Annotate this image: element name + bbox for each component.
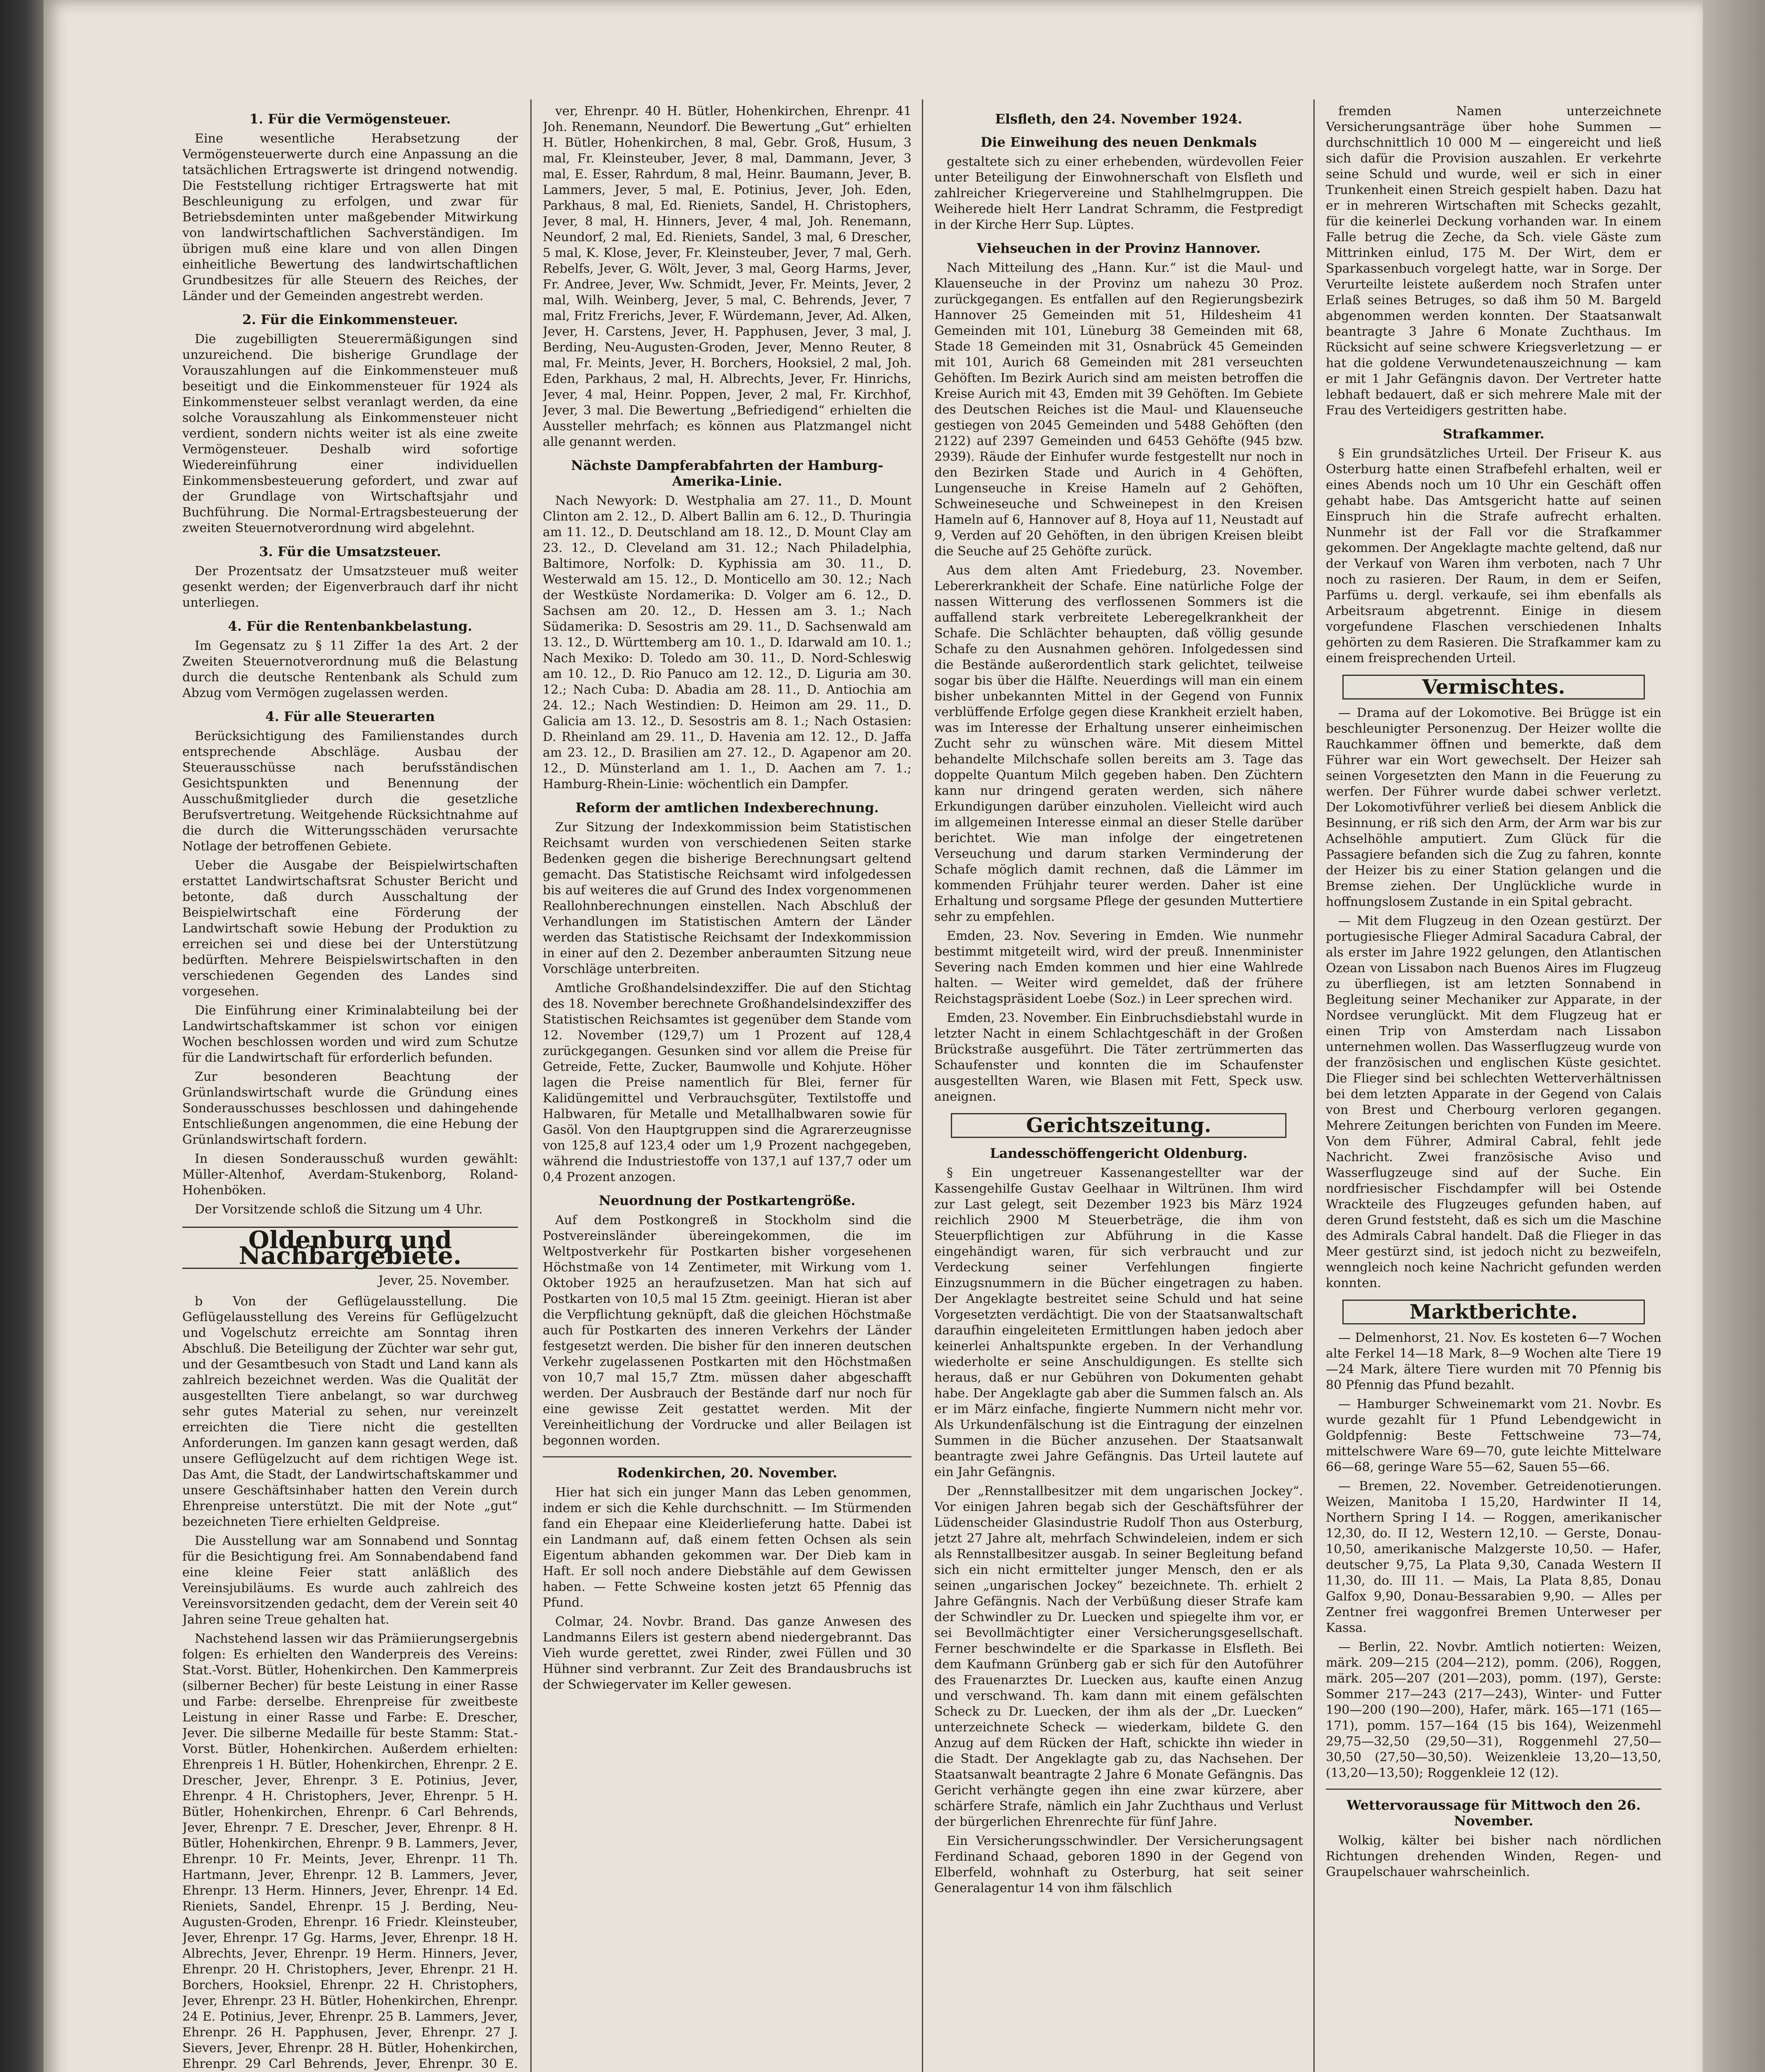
paragraph: — Bremen, 22. November. Getreidenotierungen. Weizen, Manitoba I 15,20, Hardwinter II 14, Northern Spring I 14. — Roggen, amerikanischer 12,30, do. II 12, Western 12,10. — Gerste, Donau- 10,50, amerikanische Malzgerste 10,50. — Hafer, deutscher 9,75, La Plata 9,30, Canada Western II 11,30, do. III 11. — Mais, La Plata 8,85, Donau Galfox 9,90, Donau-Bessarabien 9,90. — Alles per Zentner frei waggonfrei Bremen Unterweser per Kassa. xyxy=(1326,1479,1661,1635)
regional-section-title: Oldenburg und Nachbargebiete. xyxy=(182,1227,518,1269)
paragraph: fremden Namen unterzeichnete Versicherungsanträge über hohe Summen — durchschnittlich 10 000 M — eingereicht und ließ sich dafür die Provision auszahlen. Er verkehrte seine Schuld und wurde, weil er sich in einer Trunkenheit einen Streich gespielt haben. Dazu hat er in mehreren Wirtschaften mit Schecks gezahlt, für die keinerlei Deckung vorhanden war. In einem Falle betrug die Zeche, da Sch. viele Gäste zum Mittrinken einlud, 175 M. Der Wirt, dem er Sparkassenbuch vorgelegt hatte, war in Sorge. Der Verurteilte leistete außerdem noch Strafen unter Erlaß seines Betruges, so daß ihm 50 M. Bargeld abgenommen werden konnten. Der Staatsanwalt beantragte 3 Jahre 6 Monate Zuchthaus. Im Rücksicht auf seine schwere Kriegsverletzung — er hat die goldene Verwundetenauszeichnung — kam er mit 1 Jahr Gefängnis davon. Der Vertreter hatte lebhaft bedauert, daß er sich mehrere Male mit der Frau des Verteidigers gestritten habe. xyxy=(1326,104,1661,418)
paragraph: § Ein ungetreuer Kassenangestellter war der Kassengehilfe Gustav Geelhaar in Wiltrünen. Ihm wird zur Last gelegt, seit Dezember 1923 bis März 1924 reichlich 2900 M Steuerbeträge, die ihm von Steuerpflichtigen zur Abführung in die Kasse eingehändigt waren, für sich verbraucht und zur Verdeckung seiner Verfehlungen fingierte Einzugsnummern in die Bücher eingetragen zu haben. Der Angeklagte bestreitet seine Schuld und hat seine Vorgesetzten verdächtigt. Die von der Staatsanwaltschaft daraufhin eingeleiteten Ermittlungen haben jedoch aber keinerlei Anhaltspunkte ergeben. In der Verhandlung wiederholte er seine Anschuldigungen. Es stellte sich heraus, daß er nur Gebühren von Dokumenten gehabt habe. Der Angeklagte gab aber die Summen falsch an. Als er im März einfache, fingierte Nummern nicht mehr vor. Als Urkundenfälschung ist die Eintragung der einzelnen Summen in die Bücher anzusehen. Der Staatsanwalt beantragte zwei Jahre Gefängnis. Das Urteil lautete auf ein Jahr Gefängnis. xyxy=(934,1166,1303,1479)
section-heading: Strafkammer. xyxy=(1443,426,1545,442)
paragraph: Emden, 23. November. Ein Einbruchsdiebstahl wurde in letzter Nacht in einem Schlachtgeschäft in der Großen Brückstraße ausgeführt. Die Täter zertrümmerten das Schaufenster und konnten die im Schaufenster ausgestellten Waren, wie Blasen mit Fett, Speck usw. aneignen. xyxy=(934,1011,1303,1104)
column-rule xyxy=(530,99,532,2072)
paragraph: § Ein grundsätzliches Urteil. Der Friseur K. aus Osterburg hatte einen Strafbefehl erhalten, weil er eines Abends noch um 10 Uhr ein Geschäft offen gehabt habe. Das Amtsgericht hatte auf seinen Einspruch hin die Strafe aufrecht erhalten. Nunmehr ist der Fall vor die Strafkammer gekommen. Der Angeklagte machte geltend, daß nur der Verkauf von Waren ihm verboten, nach 7 Uhr noch zu rasieren. Der Raum, in dem er Seifen, Parfüms u. dergl. verkaufe, sei ihm ebenfalls als Arbeitsraum abgetrennt. Einige in diesem vorgefundene Flaschen verschiedenen Inhalts gehörten zu dem Rasieren. Die Strafkammer kam zu einem freisprechenden Urteil. xyxy=(1326,446,1661,666)
paragraph: Nachstehend lassen wir das Prämiierungsergebnis folgen: Es erhielten den Wanderpreis des Vereins: Stat.-Vorst. Bütler, Hohenkirchen. Den Kammerpreis (silberner Becher) für beste Leistung in einer Rasse und Farbe: derselbe. Ehrenpreise für zweitbeste Leistung in einer Rasse und Farbe: E. Drescher, Jever. Die silberne Medaille für beste Stamm: Stat.-Vorst. Bütler, Hohenkirchen. Außerdem erhielten: Ehrenpreis 1 H. Bütler, Hohenkirchen, Ehrenpr. 2 E. Drescher, Jever, Ehrenpr. 3 E. Potinius, Jever, Ehrenpr. 4 H. Christophers, Jever, Ehrenpr. 5 H. Bütler, Hohenkirchen, Ehrenpr. 6 Carl Behrends, Jever, Ehrenpr. 7 E. Drescher, Jever, Ehrenpr. 8 H. Bütler, Hohenkirchen, Ehrenpr. 9 B. Lammers, Jever, Ehrenpr. 10 Fr. Meints, Jever, Ehrenpr. 11 Th. Hartmann, Jever, Ehrenpr. 12 B. Lammers, Jever, Ehrenpr. 13 Herm. Hinners, Jever, Ehrenpr. 14 Ed. Rieniets, Sandel, Ehrenpr. 15 J. Berding, Neu-Augusten-Groden, Ehrenpr. 16 Friedr. Kleinsteuber, Jever, Ehrenpr. 17 Gg. Harms, Jever, Ehrenpr. 18 H. Albrechts, Jever, Ehrenpr. 19 Herm. Hinners, Jever, Ehrenpr. 20 H. Christophers, Jever, Ehrenpr. 21 H. Borchers, Hooksiel, Ehrenpr. 22 H. Christophers, Jever, Ehrenpr. 23 H. Bütler, Hohenkirchen, Ehrenpr. 24 E. Potinius, Jever, Ehrenpr. 25 B. Lammers, Jever, Ehrenpr. 26 H. Papphusen, Jever, Ehrenpr. 27 J. Sievers, Jever, Ehrenpr. 28 H. Bütler, Hohenkirchen, Ehrenpr. 29 Carl Behrends, Jever, Ehrenpr. 30 E. xyxy=(182,1631,518,2071)
section-heading: Nächste Dampferabfahrten der Hamburg-Amerika-Linie. xyxy=(571,457,883,489)
section-heading: 1. Für die Vermögensteuer. xyxy=(249,111,451,127)
paragraph: Ueber die Ausgabe der Beispielwirtschaften erstattet Landwirtschaftsrat Schuster Bericht und betonte, daß durch Ausschaltung der Beispielwirtschaft eine Förderung der Landwirtschaft sowie Hebung der Produktion zu erreichen sei und diese bei der Unterstützung bedürften. Mehrere Beispielswirtschaften in den verschiedenen Gegenden des Landes sind vorgesehen. xyxy=(182,858,518,999)
column-1 xyxy=(182,104,518,2072)
court-section-title: Gerichtszeitung. xyxy=(951,1113,1286,1138)
paragraph: Amtliche Großhandelsindexziffer. Die auf den Stichtag des 18. November berechnete Großhandelsindexziffer des Statistischen Reichsamtes ist gegenüber dem Stande vom 12. November (129,7) um 1 Prozent auf 128,4 zurückgegangen. Gesunken sind vor allem die Preise für Getreide, Fette, Zucker, Baumwolle und Kohjute. Höher lagen die Preise namentlich für Blei, ferner für Kalidüngemittel und Verbrauchsgüter, Textilstoffe und Halbwaren, für Metalle und Metallhalbwaren sowie für Gasöl. Von den Hauptgruppen sind die Agrarerzeugnisse von 125,8 auf 123,4 oder um 1,9 Prozent nachgegeben, während die Industriestoffe von 137,1 auf 137,7 oder um 0,4 Prozent anzogen. xyxy=(543,981,912,1184)
section-heading: Rodenkirchen, 20. November. xyxy=(617,1465,837,1481)
paragraph: Der „Rennstallbesitzer mit dem ungarischen Jockey“. Vor einigen Jahren begab sich der Geschäftsführer der Lüdenscheider Glasindustrie Rudolf Thon aus Osterburg, jetzt 27 Jahre alt, mehrfach Schwindeleien, indem er sich als Rennstallbesitzer ausgab. In seiner Begleitung befand sich ein nicht ermittelter junger Mensch, den er als seinen „ungarischen Jockey“ bezeichnete. Th. erhielt 2 Jahre Gefängnis. Nach der Verbüßung dieser Strafe kam der Schwindler zu Dr. Luecken und spiegelte ihm vor, er sei Bevollmächtigter einer Versicherungsgesellschaft. Ferner beschwindelte er die Sparkasse in Elsfleth. Bei dem Kaufmann Grünberg gab er sich für den Autoführer des Frauenarztes Dr. Luecken aus, kaufte einen Anzug und verschwand. Th. kam dann mit einem gefälschten Scheck zu Dr. Luecken, der ihm als der „Dr. Luecken“ unterzeichnete Scheck — wiederkam, bildete G. den Anzug auf dem Rücken der Haft, schickte ihn wieder in die Stadt. Der Angeklagte gab zu, das Nachsehen. Der Staatsanwalt beantragte 2 Jahre 6 Monate Gefängnis. Das Gericht verhängte gegen ihn eine zwar kürzere, aber schärfere Strafe, nämlich ein Jahr Zuchthaus und Verlust der bürgerlichen Ehrenrechte für fünf Jahre. xyxy=(934,1484,1303,1829)
section-heading: Reform der amtlichen Indexberechnung. xyxy=(575,800,879,816)
paragraph: — Mit dem Flugzeug in den Ozean gestürzt. Der portugiesische Flieger Admiral Sacadura Cabral, der als erster im Jahre 1922 gelungen, den Atlantischen Ozean von Lissabon nach Buenos Aires im Flugzeug zu überfliegen, ist am letzten Sonnabend in Begleitung seiner Mechaniker zur Apparate, in der Nordsee verunglückt. Mit dem Flugzeug hat er einen Trip von Amsterdam nach Lissabon unternehmen wollen. Das Wasserflugzeug wurde von der französischen und englischen Küste gesichtet. Die Flieger sind bei schlechten Wetterverhältnissen bei dem letzten Apparate in der Gegend von Calais von Brest und Cherbourg verloren gegangen. Mehrere Zeitungen berichten von Funden im Meere. Von dem Führer, Admiral Cabral, fehlt jede Nachricht. Zwei französische Aviso und Wasserflugzeuge sind auf der Suche. Ein nordfriesischer Fischdampfer will bei Ostende Wrackteile des Flugzeuges gefunden haben, auf deren Grund feststeht, daß es sich um die Maschine des Admirals Cabral handelt. Daß die Flieger in das Meer gestürzt sind, ist jedoch nicht zu bezweifeln, wenngleich noch keine Nachricht gefunden werden konnten. xyxy=(1326,914,1661,1290)
paragraph: gestaltete sich zu einer erhebenden, würdevollen Feier unter Beteiligung der Einwohnerschaft von Elsfleth und zahlreicher Kriegervereine und Stahlhelmgruppen. Die Weiherede hielt Herr Landrat Schramm, die Festpredigt in der Kirche Herr Sup. Lüptes. xyxy=(934,155,1303,232)
weather-heading: Wettervoraussage für Mittwoch den 26. November. xyxy=(1347,1797,1641,1829)
section-subheading: Landesschöffengericht Oldenburg. xyxy=(990,1145,1248,1161)
misc-section-title: Vermischtes. xyxy=(1342,675,1645,700)
paragraph: Nach Mitteilung des „Hann. Kur.“ ist die Maul- und Klauenseuche in der Provinz um nahezu 30 Proz. zurückgegangen. Es entfallen auf den Regierungsbezirk Hannover 25 Gemeinden mit 51, Hildesheim 41 Gemeinden mit 101, Lüneburg 38 Gemeinden mit 68, Stade 18 Gemeinden mit 31, Osnabrück 45 Gemeinden mit 101, Aurich 68 Gemeinden mit 281 verseuchten Gehöften. Im Bezirk Aurich sind am meisten betroffen die Kreise Aurich mit 43, Emden mit 39 Gehöften. Im Gebiete des Deutschen Reiches ist die Maul- und Klauenseuche gestiegen von 2045 Gemeinden und 5488 Gehöften (den 2122) auf 2397 Gemeinden und 6453 Gehöfte (945 bzw. 2939). Räude der Einhufer wurde festgestellt nur noch in den Bezirken Stade und Aurich in 4 Gehöften, Lungenseuche in Kreise Hameln auf 2 Gehöften, Schweineseuche und Schweinepest in den Kreisen Hameln auf 6, Hannover auf 8, Hoya auf 11, Neustadt auf 9, Verden auf 20 Gehöften, in den übrigen Kreisen bleibt die Seuche auf 25 Gehöfte zurück. xyxy=(934,261,1303,559)
paragraph: Wolkig, kälter bei bisher nach nördlichen Richtungen drehenden Winden, Regen- und Graupelschauer wahrscheinlich. xyxy=(1326,1833,1661,1879)
paragraph: b Von der Geflügelausstellung. Die Geflügelausstellung des Vereins für Geflügelzucht und Vogelschutz erreichte am Sonntag ihren Abschluß. Die Beteiligung der Züchter war sehr gut, und der Gesamtbesuch von Stadt und Land kann als zahlreich bezeichnet werden. Was die Qualität der ausgestellten Tiere anbelangt, so war durchweg sehr gutes Material zu sehen, nur vereinzelt erreichten die Tiere nicht die gestellten Anforderungen. Im ganzen kann gesagt werden, daß unsere Geflügelzucht auf dem richtigen Wege ist. Das Amt, die Stadt, der Landwirtschaftskammer und unsere Geschäftsinhaber hatten den Verein durch Ehrenpreise unterstützt. Die mit der Note „gut“ bezeichneten Tiere erhielten Geldpreise. xyxy=(182,1294,518,1529)
section-heading: Neuordnung der Postkartengröße. xyxy=(599,1193,856,1208)
paragraph: Die zugebilligten Steuerermäßigungen sind unzureichend. Die bisherige Grundlage der Vorauszahlungen auf die Einkommensteuer muß beseitigt und die Einkommensteuer für 1924 als Einkommensteuer selbst veranlagt werden, da eine solche Vorauszahlung als Einkommensteuer nicht verdient, sondern nichts weiter ist als eine zweite Vermögensteuer. Deshalb wird sofortige Wiedereinführung einer individuellen Einkommensbesteuerung gefordert, und zwar auf der Grundlage von Wirtschaftsjahr und Buchführung. Die Normal-Ertragsbesteuerung der zweiten Steuernotverordnung wird abgelehnt. xyxy=(182,332,518,535)
column-rule xyxy=(922,99,923,2072)
page-edge xyxy=(1703,0,1765,2072)
book-spine xyxy=(0,0,44,2072)
column-3 xyxy=(934,104,1303,2072)
market-section-title: Marktberichte. xyxy=(1342,1300,1645,1324)
paragraph: Ein Versicherungsschwindler. Der Versicherungsagent Ferdinand Schaad, geboren 1890 in der Gegend von Elberfeld, wohnhaft zu Osterburg, hat seit seiner Generalagentur 14 von ihm fälschlich xyxy=(934,1834,1303,1895)
paragraph: — Drama auf der Lokomotive. Bei Brügge ist ein beschleunigter Personenzug. Der Heizer wollte die Rauchkammer öffnen und bemerkte, daß dem Führer war ein Wort gewechselt. Der Heizer sah seinen Vorgesetzten den Mann in die Feuerung zu werfen. Der Führer wurde dabei schwer verletzt. Der Lokomotivführer verließ bei diesem Anblick die Besinnung, er riß sich den Arm, der Arm war bis zur Achselhöhle amputiert. Zum Glück für die Passagiere befanden sich die Zug zu fahren, konnte der Heizer bis zu einer Station gelangen und die Bremse ziehen. Der Unglückliche wurde in hoffnungslosem Zustande in ein Spital gebracht. xyxy=(1326,706,1661,909)
paragraph: — Delmenhorst, 21. Nov. Es kosteten 6—7 Wochen alte Ferkel 14—18 Mark, 8—9 Wochen alte Tiere 19—24 Mark, ältere Tiere wurden mit 70 Pfennig bis 80 Pfennig das Pfund bezahlt. xyxy=(1326,1331,1661,1392)
divider xyxy=(543,1456,912,1457)
paragraph: Im Gegensatz zu § 11 Ziffer 1a des Art. 2 der Zweiten Steuernotverordnung muß die Belastung durch die deutsche Rentenbank als Schuld zum Abzug vom Vermögen zugelassen werden. xyxy=(182,639,518,700)
paragraph: — Hamburger Schweinemarkt vom 21. Novbr. Es wurde gezahlt für 1 Pfund Lebendgewicht in Goldpfennig: Beste Fettschweine 73—74, mittelschwere Ware 69—70, gute leichte Mittelware 66—68, geringe Ware 55—62, Sauen 55—66. xyxy=(1326,1397,1661,1474)
paragraph: Eine wesentliche Herabsetzung der Vermögensteuerwerte durch eine Anpassung an die tatsächlichen Ertragswerte ist dringend notwendig. Die Feststellung richtiger Ertragswerte hat mit Beschleunigung zu erfolgen, und zwar für Betriebsdeminten unter maßgebender Mitwirkung von landwirtschaftlichen Sachverständigen. Im übrigen muß eine klare und von allen Dingen einheitliche Bewertung des landwirtschaftlichen Grundbesitzes für alle Steuern des Reiches, der Länder und der Gemeinden angestrebt werden. xyxy=(182,131,518,303)
paragraph: Die Ausstellung war am Sonnabend und Sonntag für die Besichtigung frei. Am Sonnabendabend fand eine kleine Feier statt anläßlich des Vereinsjubiläums. Es wurde auch zahlreich des Vereinsvorsitzenden gedacht, dem der Verein seit 40 Jahren seine Treue gehalten hat. xyxy=(182,1534,518,1627)
column-2 xyxy=(543,104,912,2072)
page-dateline: Elsfleth, den 24. November 1924. xyxy=(995,111,1243,127)
paragraph: Emden, 23. Nov. Severing in Emden. Wie nunmehr bestimmt mitgeteilt wird, wird der preuß. Innenminister Severing nach Emden kommen und hier eine Wahlrede halten. — Weiter wird gemeldet, daß der frühere Reichstagspräsident Loebe (Soz.) in Leer sprechen wird. xyxy=(934,929,1303,1006)
section-heading: 4. Für die Rentenbankbelastung. xyxy=(228,618,472,634)
section-heading: 4. Für alle Steuerarten xyxy=(265,709,435,724)
paragraph: In diesen Sonderausschuß wurden gewählt: Müller-Altenhof, Averdam-Stukenborg, Roland-Hohenböken. xyxy=(182,1152,518,1198)
paragraph: Hier hat sich ein junger Mann das Leben genommen, indem er sich die Kehle durchschnitt. — Im Stürmenden fand ein Ehepaar eine Kleiderlieferung hatte. Dabei ist ein Landmann auf, daß einem fetten Ochsen als sein Eigentum abhanden gekommen war. Der Dieb kam in Haft. Er soll noch andere Diebstähle auf dem Gewissen haben. — Fette Schweine kosten jetzt 65 Pfennig das Pfund. xyxy=(543,1485,912,1610)
paragraph: ver, Ehrenpr. 40 H. Bütler, Hohenkirchen, Ehrenpr. 41 Joh. Renemann, Neundorf. Die Bewertung „Gut“ erhielten H. Bütler, Hohenkirchen, 8 mal, Gebr. Groß, Husum, 3 mal, Fr. Kleinsteuber, Jever, 8 mal, Dammann, Jever, 3 mal, E. Esser, Rahrdum, 8 mal, Heinr. Baumann, Jever, B. Lammers, Jever, 5 mal, E. Potinius, Jever, Joh. Eden, Parkhaus, 8 mal, Ed. Rieniets, Sandel, H. Christophers, Jever, 8 mal, H. Hinners, Jever, 4 mal, Joh. Renemann, Neundorf, 2 mal, Ed. Rieniets, Sandel, 3 mal, 6 Drescher, 5 mal, K. Klose, Jever, Fr. Kleinsteuber, Jever, 7 mal, Gerh. Rebelfs, Jever, G. Wölt, Jever, 3 mal, Georg Harms, Jever, Fr. Andree, Jever, Ww. Schmidt, Jever, Fr. Meints, Jever, 2 mal, Wilh. Weinberg, Jever, 5 mal, C. Behrends, Jever, 7 mal, Fritz Frerichs, Jever, F. Würdemann, Jever, Ad. Alken, Jever, H. Carstens, Jever, H. Papphusen, Jever, 3 mal, J. Berding, Neu-Augusten-Groden, Jever, Menno Reuter, 8 mal, Fr. Meints, Jever, H. Borchers, Hooksiel, 2 mal, Joh. Eden, Parkhaus, 2 mal, H. Albrechts, Jever, Fr. Hinrichs, Jever, 4 mal, Heinr. Poppen, Jever, 2 mal, Fr. Kirchhof, Jever, 3 mal. Die Bewertung „Befriedigend“ erhielten die Aussteller mehrfach; es können aus Platzmangel nicht alle genannt werden. xyxy=(543,104,912,449)
paragraph: Berücksichtigung des Familienstandes durch entsprechende Abschläge. Ausbau der Steuerausschüsse nach berufsständischen Gesichtspunkten und Benennung der Ausschußmitglieder durch die gesetzliche Berufsvertretung. Weitgehende Rücksichtnahme auf die durch die Witterungsschäden verursachte Notlage der betroffenen Gebiete. xyxy=(182,729,518,854)
paragraph: Aus dem alten Amt Friedeburg, 23. November. Lebererkrankheit der Schafe. Eine natürliche Folge der nassen Witterung des verflossenen Sommers ist die auffallend stark verbreitete Leberegelkrankheit der Schafe. Die Schlächter behaupten, daß völlig gesunde Schafe zu den Ausnahmen gehören. Infolgedessen sind die Bestände außerordentlich stark gelichtet, teilweise sogar bis über die Hälfte. Neuerdings will man ein einem bisher unbekannten Mittel in der Gegend von Funnix verblüffende Erfolge gegen diese Krankheit erzielt haben, was im Interesse der Erhaltung unserer einheimischen Zucht sehr zu wünschen wäre. Mit diesem Mittel behandelte Milchschafe sollen bereits am 3. Tage das doppelte Quantum Milch gegeben haben. Den Züchtern kann nur dringend geraten werden, sich nähere Erkundigungen darüber einzuholen. Vielleicht wird auch im allgemeinen Interesse einmal an dieser Stelle darüber berichtet. Wie man infolge der eingetretenen Verseuchung und darum starken Verminderung der Schafe möglich damit rechnen, daß die Lämmer im kommenden Frühjahr teurer werden. Daher ist eine Erhaltung und sorgsame Pflege der gesunden Muttertiere sehr zu empfehlen. xyxy=(934,563,1303,924)
paragraph: Colmar, 24. Novbr. Brand. Das ganze Anwesen des Landmanns Eilers ist gestern abend niedergebrannt. Das Vieh wurde gerettet, zwei Rinder, zwei Füllen und 30 Hühner sind verbrannt. Zur Zeit des Brandausbruchs ist der Schwiegervater im Keller gewesen. xyxy=(543,1615,912,1692)
section-heading: 2. Für die Einkommensteuer. xyxy=(242,312,458,327)
section-heading: Die Einweihung des neuen Denkmals xyxy=(980,134,1257,150)
column-4 xyxy=(1326,104,1661,2072)
paragraph: — Berlin, 22. Novbr. Amtlich notierten: Weizen, märk. 209—215 (204—212), pomm. (206), Roggen, märk. 205—207 (201—203), pomm. (197), Gerste: Sommer 217—243 (217—243), Winter- und Futter 190—200 (190—200), Hafer, märk. 165—171 (165—171), pomm. 157—164 (15 bis 164), Weizenmehl 29,75—32,50 (29,50—31), Roggenmehl 27,50—30,50 (27,50—30,50). Weizenkleie 13,20—13,50, (13,20—13,50); Roggenkleie 12 (12). xyxy=(1326,1640,1661,1780)
section-heading: 3. Für die Umsatzsteuer. xyxy=(259,544,441,559)
paragraph: Nach Newyork: D. Westphalia am 27. 11., D. Mount Clinton am 2. 12., D. Albert Ballin am 6. 12., D. Thuringia am 11. 12., D. Deutschland am 18. 12., D. Mount Clay am 23. 12., D. Cleveland am 31. 12.; Nach Philadelphia, Baltimore, Norfolk: D. Kyphissia am 30. 11., D. Westerwald am 15. 12., D. Monticello am 30. 12.; Nach der Westküste Nordamerika: D. Volger am 6. 12., D. Sachsen am 20. 12., D. Hessen am 3. 1.; Nach Südamerika: D. Sesostris am 29. 11., D. Sachsenwald am 13. 12., D. Württemberg am 10. 1., D. Idarwald am 10. 1.; Nach Mexiko: D. Toledo am 30. 11., D. Nord-Schleswig am 10. 12., D. Rio Panuco am 12. 12., D. Liguria am 30. 12.; Nach Cuba: D. Abadia am 28. 11., D. Antiochia am 24. 12.; Nach Westindien: D. Heimon am 29. 11., D. Galicia am 13. 12., D. Sesostris am 8. 1.; Nach Ostasien: D. Rheinland am 29. 11., D. Havenia am 12. 12., D. Jaffa am 23. 12., D. Brasilien am 27. 12., D. Agapenor am 20. 12., D. Münsterland am 1. 1., D. Aachen am 7. 1.; Hamburg-Rhein-Linie: wöchentlich ein Dampfer. xyxy=(543,494,912,792)
section-heading: Viehseuchen in der Provinz Hannover. xyxy=(977,240,1261,256)
paragraph: Der Prozentsatz der Umsatzsteuer muß weiter gesenkt werden; der Eigenverbrauch darf ihr nicht unterliegen. xyxy=(182,564,518,610)
column-rule xyxy=(1313,99,1315,2072)
paragraph: Auf dem Postkongreß in Stockholm sind die Postvereinsländer übereingekommen, die im Weltpostverkehr für Postkarten bisher vorgesehenen Höchstmaße von 14 Zentimeter, mit Wirkung vom 1. Oktober 1925 an heraufzusetzen. Man hat sich auf Postkarten von 10,5 mal 15 Ztm. geeinigt. Hieran ist aber die Verpflichtung geknüpft, daß die gleichen Höchstmaße auch für Postkarten des inneren Verkehrs der Länder festgesetzt werden. Die bisher für den inneren deutschen Verkehr zugelassenen Postkarten mit den Höchstmaßen von 10,7 mal 15,7 Ztm. müssen daher abgeschafft werden. Der Ausbrauch der Bestände darf nur noch für eine gewisse Zeit gestattet werden. Mit der Vereinheitlichung der Vordrucke und aller Beilagen ist begonnen worden. xyxy=(543,1213,912,1448)
paragraph: Der Vorsitzende schloß die Sitzung um 4 Uhr. xyxy=(195,1202,483,1217)
paragraph: Zur Sitzung der Indexkommission beim Statistischen Reichsamt wurden von verschiedenen Seiten starke Bedenken gegen die bisherige Berechnungsart geltend gemacht. Das Statistische Reichsamt wird infolgedessen bis auf weiteres die auf Grund des Index vorgenommenen Reallohnberechnungen einstellen. Nach Abschluß der Verhandlungen im Statistischen Amtern der Länder werden das Statistische Reichsamt der Indexkommission in einer auf den 2. Dezember anberaumten Sitzung neue Vorschläge unterbreiten. xyxy=(543,820,912,976)
paragraph: Die Einführung einer Kriminalabteilung bei der Landwirtschaftskammer ist schon vor einigen Wochen beschlossen worden und wird zum Schutze für die Landwirtschaft für erforderlich befunden. xyxy=(182,1003,518,1065)
paragraph: Zur besonderen Beachtung der Grünlandswirtschaft wurde die Gründung eines Sonderausschusses beschlossen und dahingehende Entschließungen angenommen, die eine Hebung der Grünlandswirtschaft fordern. xyxy=(182,1070,518,1147)
divider xyxy=(1326,1789,1661,1790)
dateline: Jever, 25. November. xyxy=(378,1273,510,1288)
